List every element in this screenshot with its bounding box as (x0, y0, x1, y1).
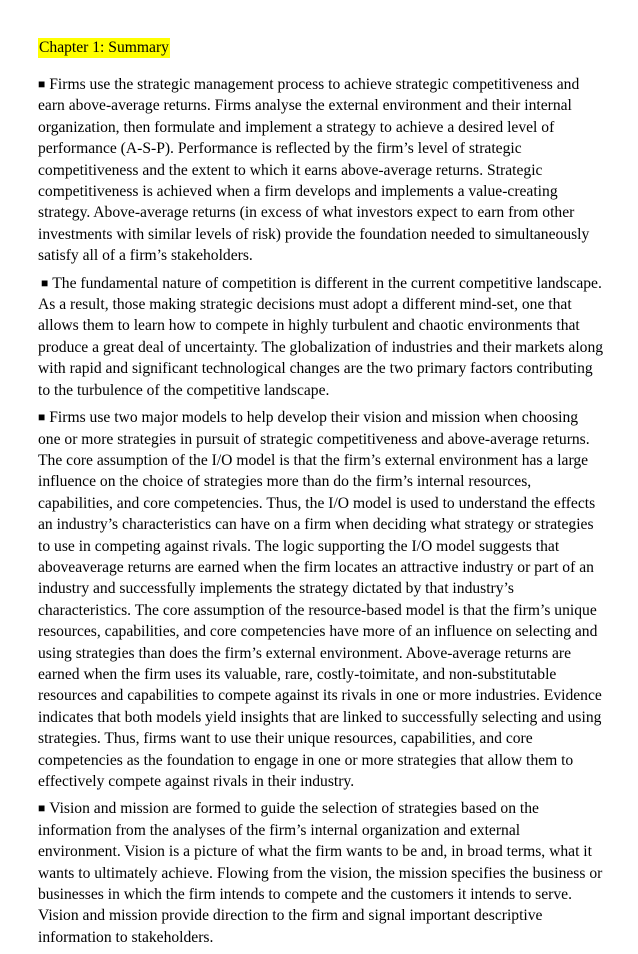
document-page (38, 38, 604, 954)
summary-paragraph-2 (38, 273, 604, 401)
bullet-square-icon: ■ (41, 275, 49, 290)
paragraph-text: Firms use two major models to help develop their vision and mission when choosing one or more strategies in pursuit of strategic competitiveness and above-average returns. The core assumption of the I/O model is that the firm’s external environment has a large influence on the choice of strategies more than do the firm’s internal resources, capabilities, and core competencies. Thus, the I/O model is used to understand the effects an industry’s characteristics can have on a firm when deciding what strategy or strategies to use in competing against rivals. The logic supporting the I/O model suggests that aboveaverage returns are earned when the firm locates an attractive industry or part of an industry and successfully implements the strategy dictated by that industry’s characteristics. The core assumption of the resource-based model is that the firm’s unique resources, capabilities, and core competencies have more of an influence on selecting and using strategies than does the firm’s external environment. Above-average returns are earned when the firm uses its valuable, rare, costly-toimitate, and non-substitutable resources and capabilities to compete against its rivals in one or more industries. Evidence indicates that both models yield insights that are linked to successfully selecting and using strategies. Thus, firms want to use their unique resources, capabilities, and core competencies as the foundation to engage in one or more strategies that allow them to effectively compete against rivals in their industry. (38, 409, 602, 790)
summary-paragraph-4 (38, 798, 604, 948)
paragraph-text: The fundamental nature of competition is different in the current competitive landscape. As a result, those making strategic decisions must adopt a different mind-set, one that allows them to learn how to compete in highly turbulent and chaotic environments that produce a great deal of uncertainty. The globalization of industries and their markets along with rapid and significant technological changes are the two primary factors contributing to the turbulence of the competitive landscape. (38, 274, 604, 399)
paragraph-text: Firms use the strategic management process to achieve strategic competitiveness and earn above-average returns. Firms analyse the external environment and their internal organization, then formulate and implement a strategy to achieve a desired level of performance (A-S-P). Performance is reflected by the firm’s level of strategic competitiveness and the extent to which it earns above-average returns. Strategic competitiveness is achieved when a firm develops and implements a value-creating strategy. Above-average returns (in excess of what investors expect to earn from other investments with similar levels of risk) provide the foundation needed to simultaneously satisfy all of a firm’s stakeholders. (38, 76, 590, 265)
summary-paragraph-1 (38, 74, 604, 267)
paragraph-text: Vision and mission are formed to guide the selection of strategies based on the information from the analyses of the firm’s internal organization and external environment. Vision is a picture of what the firm wants to be and, in broad terms, what it wants to ultimately achieve. Flowing from the vision, the mission specifies the business or businesses in which the firm intends to compete and the customers it intends to serve. Vision and mission provide direction to the firm and signal important descriptive information to stakeholders. (38, 800, 603, 946)
bullet-square-icon: ■ (38, 801, 46, 816)
bullet-square-icon: ■ (38, 77, 46, 91)
summary-paragraph-3 (38, 407, 604, 792)
chapter-heading: Chapter 1: Summary (39, 39, 169, 56)
bullet-square-icon: ■ (38, 410, 46, 425)
